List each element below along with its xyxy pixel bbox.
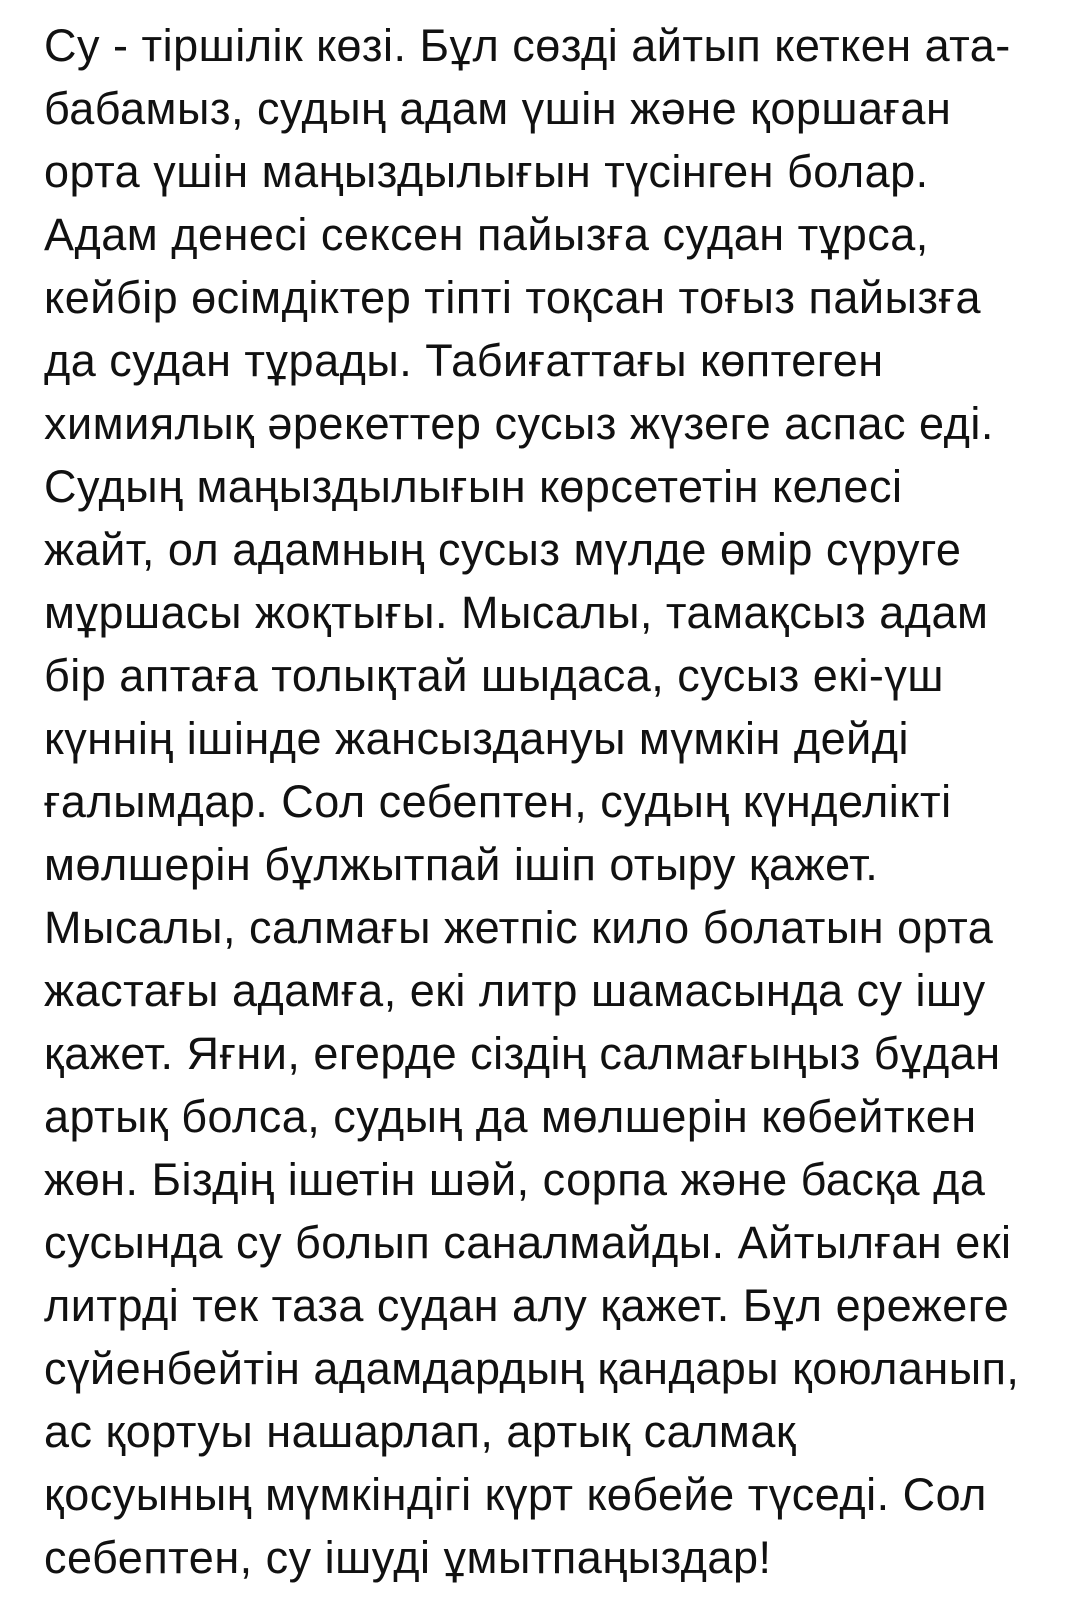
text-line: жастағы адамға, екі литр шамасында су ішу bbox=[44, 965, 986, 1016]
text-line: мұршасы жоқтығы. Мысалы, тамақсыз адам bbox=[44, 587, 989, 638]
text-line: жөн. Біздің ішетін шәй, сорпа және басқа да bbox=[44, 1154, 986, 1205]
text-line: жайт, ол адамның сусыз мүлде өмір сүруге bbox=[44, 524, 962, 575]
text-line: Су - тіршілік көзі. Бұл сөзді айтып кеткен ата- bbox=[44, 20, 1011, 71]
text-line: Судың маңыздылығын көрсететін келесі bbox=[44, 461, 903, 512]
text-line: химиялық әрекеттер сусыз жүзеге аспас еді. bbox=[44, 398, 994, 449]
text-line: да судан тұрады. Табиғаттағы көптеген bbox=[44, 335, 884, 386]
text-line: орта үшін маңыздылығын түсінген болар. bbox=[44, 146, 929, 197]
text-line: қосуының мүмкіндігі күрт көбейе түседі. Сол bbox=[44, 1469, 987, 1520]
text-line: мөлшерін бұлжытпай ішіп отыру қажет. bbox=[44, 839, 879, 890]
text-line: бір аптаға толықтай шыдаса, сусыз екі-үш bbox=[44, 650, 945, 701]
text-line: ас қортуы нашарлап, артық салмақ bbox=[44, 1406, 797, 1457]
text-line: күннің ішінде жансыздануы мүмкін дейді bbox=[44, 713, 910, 764]
text-line: Адам денесі сексен пайызға судан тұрса, bbox=[44, 209, 929, 260]
text-line: сусында су болып саналмайды. Айтылған екі bbox=[44, 1217, 1012, 1268]
text-line: кейбір өсімдіктер тіпті тоқсан тоғыз пайызға bbox=[44, 272, 981, 323]
text-line: қажет. Яғни, егерде сіздің салмағыңыз бұдан bbox=[44, 1028, 1001, 1079]
text-line: сүйенбейтін адамдардың қандары қоюланып, bbox=[44, 1343, 1020, 1394]
body-text bbox=[44, 14, 1064, 1589]
text-line: себептен, су ішуді ұмытпаңыздар! bbox=[44, 1532, 772, 1583]
text-line: бабамыз, судың адам үшін және қоршаған bbox=[44, 83, 952, 134]
text-line: Мысалы, салмағы жетпіс кило болатын орта bbox=[44, 902, 994, 953]
text-line: литрді тек таза судан алу қажет. Бұл ережеге bbox=[44, 1280, 1010, 1331]
text-line: ғалымдар. Сол себептен, судың күнделікті bbox=[44, 776, 952, 827]
text-line: артық болса, судың да мөлшерін көбейткен bbox=[44, 1091, 977, 1142]
